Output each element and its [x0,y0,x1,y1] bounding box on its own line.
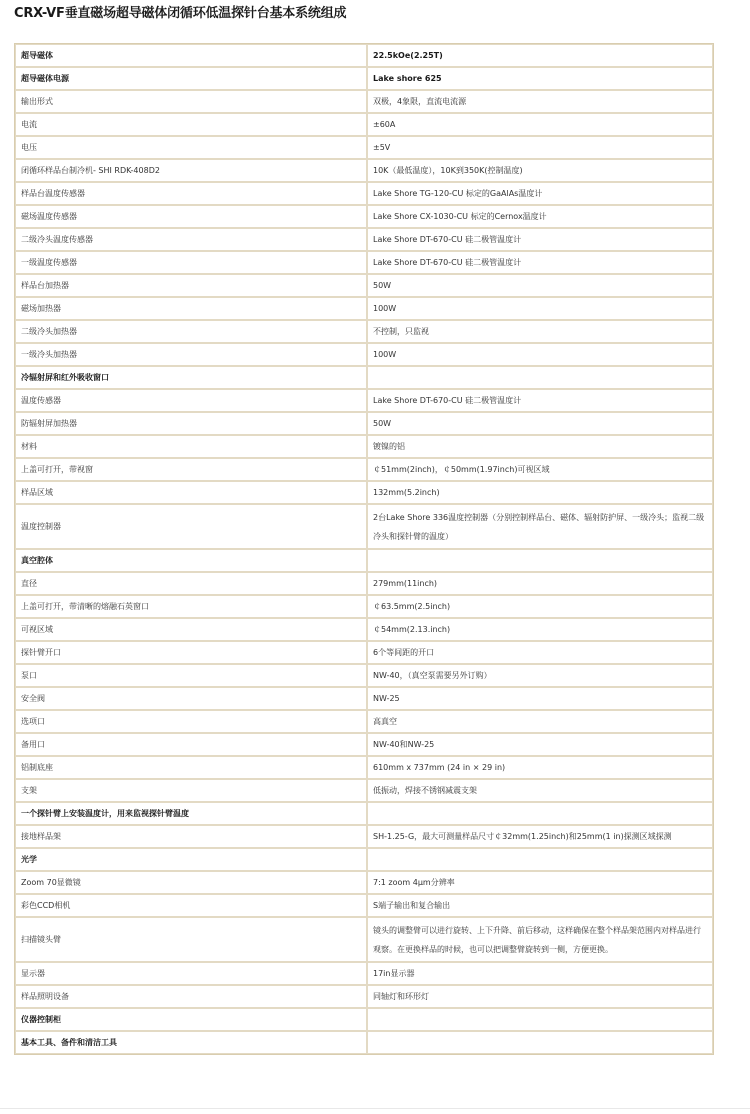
row-label: 二级冷头温度传感器 [15,228,367,251]
row-value: 10K（最低温度），10K到350K(控制温度) [367,159,713,182]
row-value [367,802,713,825]
row-value: 不控制，只监视 [367,320,713,343]
table-row [15,159,713,182]
table-row [15,779,713,802]
table-row [15,710,713,733]
row-label: 显示器 [15,962,367,985]
table-row [15,343,713,366]
row-value: 22.5kOe(2.25T) [367,44,713,67]
table-row [15,228,713,251]
table-row [15,549,713,572]
row-label: 样品照明设备 [15,985,367,1008]
row-label: 电流 [15,113,367,136]
row-value: Lake Shore TG-120-CU 标定的GaAlAs温度计 [367,182,713,205]
table-row [15,572,713,595]
row-label: 安全阀 [15,687,367,710]
row-label: 温度传感器 [15,389,367,412]
table-row [15,687,713,710]
row-value [367,1031,713,1054]
row-label: 接地样品架 [15,825,367,848]
table-row [15,871,713,894]
row-value: ￠54mm(2.13.inch) [367,618,713,641]
row-label: 温度控制器 [15,504,367,549]
row-label: 选项口 [15,710,367,733]
table-row [15,985,713,1008]
row-label: 样品区域 [15,481,367,504]
row-value: 50W [367,412,713,435]
table-row [15,274,713,297]
row-label: 彩色CCD相机 [15,894,367,917]
table-row [15,756,713,779]
row-value: 279mm(11inch) [367,572,713,595]
row-label: 铝制底座 [15,756,367,779]
row-label: 防辐射屏加热器 [15,412,367,435]
row-value: 双极，4象限，直流电流源 [367,90,713,113]
row-label: 磁场加热器 [15,297,367,320]
row-label: 光学 [15,848,367,871]
row-value: 100W [367,297,713,320]
row-label: 超导磁体 [15,44,367,67]
table-row [15,205,713,228]
row-label: 冷辐射屏和红外吸收窗口 [15,366,367,389]
table-row [15,917,713,962]
row-value: ￠51mm(2inch)，￠50mm(1.97inch)可视区域 [367,458,713,481]
row-label: 输出形式 [15,90,367,113]
row-label: 可视区域 [15,618,367,641]
spec-table-body [15,44,713,1054]
row-value [367,549,713,572]
row-value [367,848,713,871]
row-value [367,1008,713,1031]
table-row [15,848,713,871]
table-row [15,366,713,389]
table-row [15,504,713,549]
table-row [15,44,713,67]
table-row [15,297,713,320]
row-label: 一个探针臂上安装温度计，用来监视探针臂温度 [15,802,367,825]
row-label: 电压 [15,136,367,159]
row-label: 支架 [15,779,367,802]
row-value: 镜头的调整臂可以进行旋转、上下升降、前后移动，这样确保在整个样品架范围内对样品进行观察。在更换样品的时候，也可以把调整臂旋转到一侧，方便更换。 [367,917,713,962]
row-label: 探针臂开口 [15,641,367,664]
row-label: 上盖可打开，带清晰的熔融石英窗口 [15,595,367,618]
spec-table [14,43,714,1055]
row-label: 闭循环样品台制冷机- SHI RDK-408D2 [15,159,367,182]
divider [0,1108,750,1109]
table-row [15,733,713,756]
row-value: S端子输出和复合输出 [367,894,713,917]
row-value [367,366,713,389]
row-label: 材料 [15,435,367,458]
row-label: 上盖可打开，带视窗 [15,458,367,481]
table-row [15,67,713,90]
row-value: Lake Shore DT-670-CU 硅二极管温度计 [367,251,713,274]
row-value: 同轴灯和环形灯 [367,985,713,1008]
row-label: 一级温度传感器 [15,251,367,274]
row-label: 泵口 [15,664,367,687]
row-value: 50W [367,274,713,297]
row-value: 镀镍的铝 [367,435,713,458]
row-label: 一级冷头加热器 [15,343,367,366]
row-label: 样品台温度传感器 [15,182,367,205]
row-value: 100W [367,343,713,366]
row-label: Zoom 70显微镜 [15,871,367,894]
row-value: SH-1.25-G，最大可测量样品尺寸￠32mm(1.25inch)和25mm(1 in)探测区域探测 [367,825,713,848]
row-value: 7:1 zoom 4μm分辨率 [367,871,713,894]
row-value: ±5V [367,136,713,159]
row-value: NW-40，（真空泵需要另外订购） [367,664,713,687]
row-value: 高真空 [367,710,713,733]
row-value: Lake shore 625 [367,67,713,90]
table-row [15,412,713,435]
table-row [15,1031,713,1054]
row-label: 备用口 [15,733,367,756]
row-label: 真空腔体 [15,549,367,572]
row-label: 样品台加热器 [15,274,367,297]
row-value: Lake Shore DT-670-CU 硅二极管温度计 [367,389,713,412]
table-row [15,825,713,848]
row-label: 超导磁体电源 [15,67,367,90]
row-value: 132mm(5.2inch) [367,481,713,504]
table-row [15,90,713,113]
table-row [15,435,713,458]
row-value: 2台Lake Shore 336温度控制器（分别控制样品台、磁体、辐射防护屏、一级冷头；监视二级冷头和探针臂的温度） [367,504,713,549]
row-value: ￠63.5mm(2.5inch) [367,595,713,618]
table-row [15,595,713,618]
row-value: Lake Shore DT-670-CU 硅二极管温度计 [367,228,713,251]
table-row [15,962,713,985]
row-label: 磁场温度传感器 [15,205,367,228]
row-label: 二级冷头加热器 [15,320,367,343]
row-value: ±60A [367,113,713,136]
table-row [15,481,713,504]
row-value: Lake Shore CX-1030-CU 标定的Cernox温度计 [367,205,713,228]
table-row [15,664,713,687]
row-value: NW-25 [367,687,713,710]
row-label: 扫描镜头臂 [15,917,367,962]
table-row [15,182,713,205]
row-value: 17in显示器 [367,962,713,985]
row-value: 610mm x 737mm (24 in × 29 in) [367,756,713,779]
row-label: 直径 [15,572,367,595]
row-value: 低振动，焊接不锈钢减震支架 [367,779,713,802]
table-row [15,894,713,917]
table-row [15,641,713,664]
table-row [15,1008,713,1031]
page-title: CRX-VF垂直磁场超导磁体闭循环低温探针台基本系统组成 [14,6,347,21]
table-row [15,802,713,825]
table-row [15,113,713,136]
row-value: NW-40和NW-25 [367,733,713,756]
table-row [15,458,713,481]
table-row [15,136,713,159]
row-label: 仪器控制柜 [15,1008,367,1031]
table-row [15,251,713,274]
row-label: 基本工具、备件和清洁工具 [15,1031,367,1054]
row-value: 6个等间距的开口 [367,641,713,664]
table-row [15,320,713,343]
table-row [15,389,713,412]
table-row [15,618,713,641]
